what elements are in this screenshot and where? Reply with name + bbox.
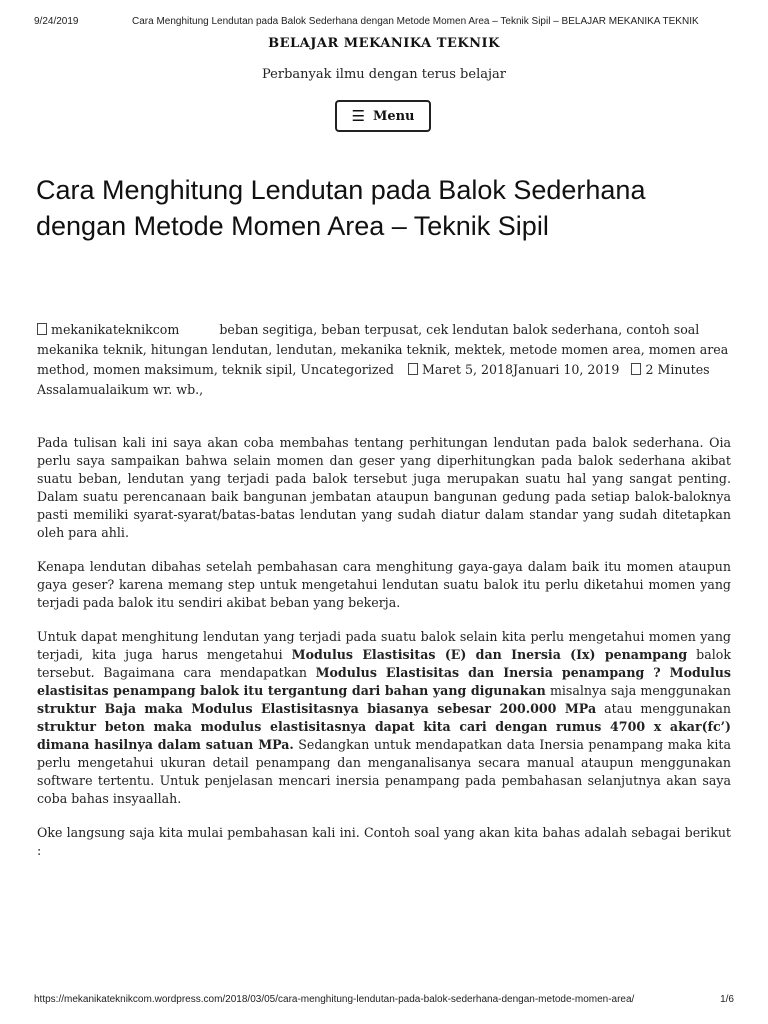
paragraph-2: Kenapa lendutan dibahas setelah pembahasan cara menghitung gaya-gaya dalam baik itu momen ataupun gaya geser? karena memang step untuk mengetahui lendutan suatu balok itu perlu diketahui momen yang terjadi pada balok itu sendiri akibat beban yang bekerja. <box>37 559 731 610</box>
post-date[interactable]: Maret 5, 2018Januari 10, 2019 <box>422 362 620 377</box>
paragraph-3-bold-1: Modulus Elastisitas (E) dan Inersia (Ix) penampang <box>291 647 688 662</box>
post-content <box>37 434 731 876</box>
print-footer <box>34 994 734 1008</box>
print-header <box>34 16 734 30</box>
paragraph-3-text-5: Sedangkan untuk mendapatkan data Inersia penampang maka kita perlu mengetahui ukuran detail penampang dan menganalisanya secara manual ataupun menggunakan software tertentu. Untuk penjelasan mencari inersia penampang pada pembahasan selanjutnya akan saya coba bahas insyaallah. <box>37 737 731 806</box>
paragraph-3-bold-2: Modulus Elastisitas dan Inersia penampang ? Modulus elastisitas penampang balok itu tergantung dari bahan yang digunakan <box>37 665 731 698</box>
site-tagline: Perbanyak ilmu dengan terus belajar <box>262 67 506 82</box>
print-page-title: Cara Menghitung Lendutan pada Balok Sederhana dengan Metode Momen Area – Teknik Sipil – BELAJAR MEKANIKA TEKNIK <box>132 16 699 27</box>
paragraph-3-bold-4: struktur beton maka modulus elastisitasnya dapat kita cari dengan rumus 4700 x akar(fc’) dimana hasilnya dalam satuan MPa. <box>37 719 731 752</box>
site-title[interactable]: BELAJAR MEKANIKA TEKNIK <box>268 36 500 51</box>
calendar-icon <box>408 363 418 375</box>
read-time: 2 Minutes <box>645 362 710 377</box>
print-page-number: 1/6 <box>720 994 734 1005</box>
author-icon <box>37 323 47 335</box>
paragraph-1: Pada tulisan kali ini saya akan coba membahas tentang perhitungan lendutan pada balok sederhana. Oia perlu saya sampaikan bahwa selain momen dan geser yang diperhitungkan pada balok sederhana akibat suatu beban, lendutan yang terjadi pada balok tersebut juga merupakan suatu hal yang sangat penting. Dalam suatu perencanaan baik bangunan jembatan ataupun bangunan gedung pada setiap balok-baloknya pasti memiliki syarat-syarat/batas-batas lendutan yang sudah diatur dalam standar yang sudah ditetapkan oleh para ahli. <box>37 435 731 540</box>
print-date: 9/24/2019 <box>34 16 79 27</box>
post-tags[interactable]: beban segitiga, beban terpusat, cek lendutan balok sederhana, contoh soal mekanika teknik, hitungan lendutan, lendutan, mekanika teknik, mektek, metode momen area, momen area method, momen maksimum, teknik sipil, Uncategorized <box>37 322 729 377</box>
paragraph-3-text-1: Untuk dapat menghitung lendutan yang terjadi pada suatu balok selain kita perlu mengetahui momen yang terjadi, kita juga harus mengetahui <box>37 629 731 662</box>
paragraph-3-text-3: misalnya saja menggunakan <box>545 683 731 698</box>
greeting: Assalamualaikum wr. wb., <box>37 382 204 397</box>
paragraph-3-text-4: atau menggunakan <box>596 701 731 716</box>
paragraph-3 <box>37 628 731 808</box>
post-author[interactable]: mekanikateknikcom <box>51 322 180 337</box>
paragraph-3-text-2: balok tersebut. Bagaimana cara mendapatkan <box>37 647 731 680</box>
menu-button[interactable] <box>335 100 431 132</box>
clock-icon <box>631 363 641 375</box>
menu-label: Menu <box>372 108 415 124</box>
post-title: Cara Menghitung Lendutan pada Balok Sederhana dengan Metode Momen Area – Teknik Sipil <box>36 175 646 241</box>
paragraph-3-bold-3: struktur Baja maka Modulus Elastisitasnya biasanya sebesar 200.000 MPa <box>37 701 597 716</box>
post-meta <box>37 320 731 400</box>
hamburger-icon: ☰ <box>351 107 365 125</box>
paragraph-4: Oke langsung saja kita mulai pembahasan kali ini. Contoh soal yang akan kita bahas adalah sebagai berikut : <box>37 825 731 858</box>
print-url: https://mekanikateknikcom.wordpress.com/2018/03/05/cara-menghitung-lendutan-pada-balok-sederhana-dengan-metode-momen-area/ <box>34 994 635 1005</box>
